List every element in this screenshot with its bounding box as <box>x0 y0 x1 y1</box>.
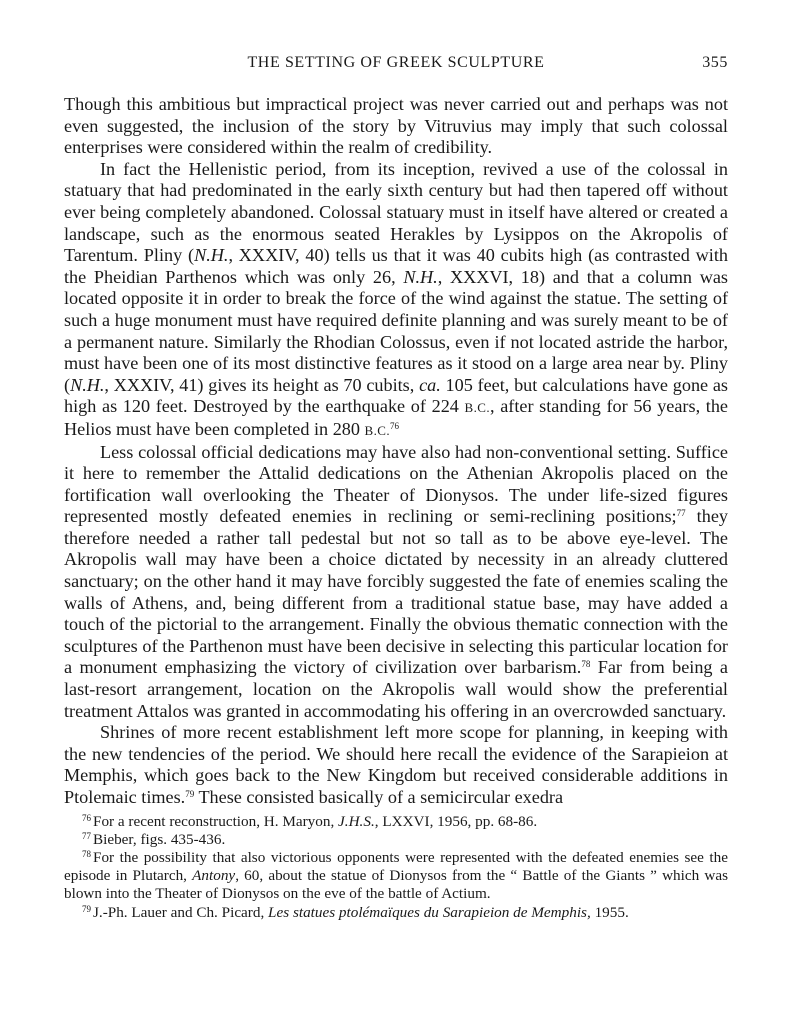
circa-abbrev: ca. <box>419 374 441 395</box>
paragraph-3: Less colossal official dedications may have also had non-conventional setting. Suffice it here to remember the Attalid dedications on the Athenian Akropolis placed on the fortification wall overlooking the Theater of Dionysos. The under life-sized figures represented mostly defeated enemies in reclining or semi-reclining positions;$^{77}$ they therefore needed a rather tall pedestal but not so tall as to be above eye-level. The Akropolis wall may have been a choice dictated by necessity in an already cluttered sanctuary; on the other hand it may have forcibly suggested the fate of enemies scaling the walls of Athens, and, being different from a traditional statue base, may have added a touch of the pictorial to the arrangement. Finally the obvious thematic connection with the sculptures of the Parthenon must have been decisive in selecting this particular location for a monument emphasizing the victory of civilization over barbarism.$^{78}$ Far from being a last-resort arrangement, location on the Akropolis wall would show the preferential treatment Attalos was granted in accommodating his offering in an overcrowded sanctuary. <box>64 441 728 721</box>
era-abbrev: B.C. <box>364 422 390 438</box>
citation-abbrev: N.H. <box>70 374 105 395</box>
paragraph-4: Shrines of more recent establishment left more scope for planning, in keeping with the new tendencies of the period. We should here recall the evidence of the Sarapieion at Memphis, which goes back to the New Kingdom but received considerable additions in Ptolemaic times.$^{79}$ These consisted basically of a semicircular exedra <box>64 722 728 807</box>
footnote-ref-79[interactable]: 79 <box>185 789 195 799</box>
footnote-79: $^{79}$ J.-Ph. Lauer and Ch. Picard, Les statues ptolémaïques du Sarapieion de Memphis, 1955. <box>82 903 629 921</box>
running-head <box>64 54 728 80</box>
paragraph-2: In fact the Hellenistic period, from its inception, revived a use of the colossal in statuary that had predominated in the early sixth century but had then tapered off without ever being completely abandoned. Colossal statuary must in itself have altered or created a landscape, such as the enormous seated Herakles by Lysippos on the Akropolis of Tarentum. Pliny (N.H., XXXIV, 40) tells us that it was 40 cubits high (as contrasted with the Pheidian Parthenos which was only 26, N.H., XXXVI, 18) and that a column was located opposite it in order to break the force of the wind against the statue. The setting of such a huge monument must have required definite planning and was surely meant to be of a permanent nature. Similarly the Rhodian Colossus, even if not located astride the harbor, must have been one of its most distinctive features as it stood on a large area near by. Pliny (N.H., XXXIV, 41) gives its height as 70 cubits, ca. 105 feet, but calculations have gone as high as 120 feet. Destroyed by the earthquake of 224 B.C., after standing for 56 years, the Helios must have been completed in 280 B.C.$^{76}$ <box>64 158 728 439</box>
page-number: 355 <box>702 54 728 71</box>
running-title: THE SETTING OF GREEK SCULPTURE <box>247 54 545 71</box>
citation-abbrev: N.H. <box>403 266 438 287</box>
footnote-78: $^{78}$ For the possibility that also victorious opponents were represented with the defeated enemies see the episode in Plutarch, Antony, 60, about the statue of Dionysos from the “ Battle of the Giants ” which was blown into the Theater of Dionysos on the eve of the battle of Actium. <box>64 849 728 903</box>
footnote-ref-78[interactable]: 78 <box>581 659 591 670</box>
footnotes <box>64 813 728 922</box>
footnote-ref-76[interactable]: 76 <box>389 420 399 431</box>
citation-abbrev: N.H. <box>194 245 229 266</box>
page <box>64 54 728 922</box>
body-text <box>64 94 728 809</box>
paragraph-1: Though this ambitious but impractical project was never carried out and perhaps was not even suggested, the inclusion of the story by Vitruvius may imply that such colossal enterprises were considered within the realm of credibility. <box>64 94 728 158</box>
footnote-77: $^{77}$ Bieber, figs. 435-436. <box>82 830 226 848</box>
footnote-76: $^{76}$ For a recent reconstruction, H. Maryon, J.H.S., LXXVI, 1956, pp. 68-86. <box>82 812 538 830</box>
era-abbrev: B.C. <box>464 400 490 416</box>
footnote-ref-77[interactable]: 77 <box>676 508 686 519</box>
